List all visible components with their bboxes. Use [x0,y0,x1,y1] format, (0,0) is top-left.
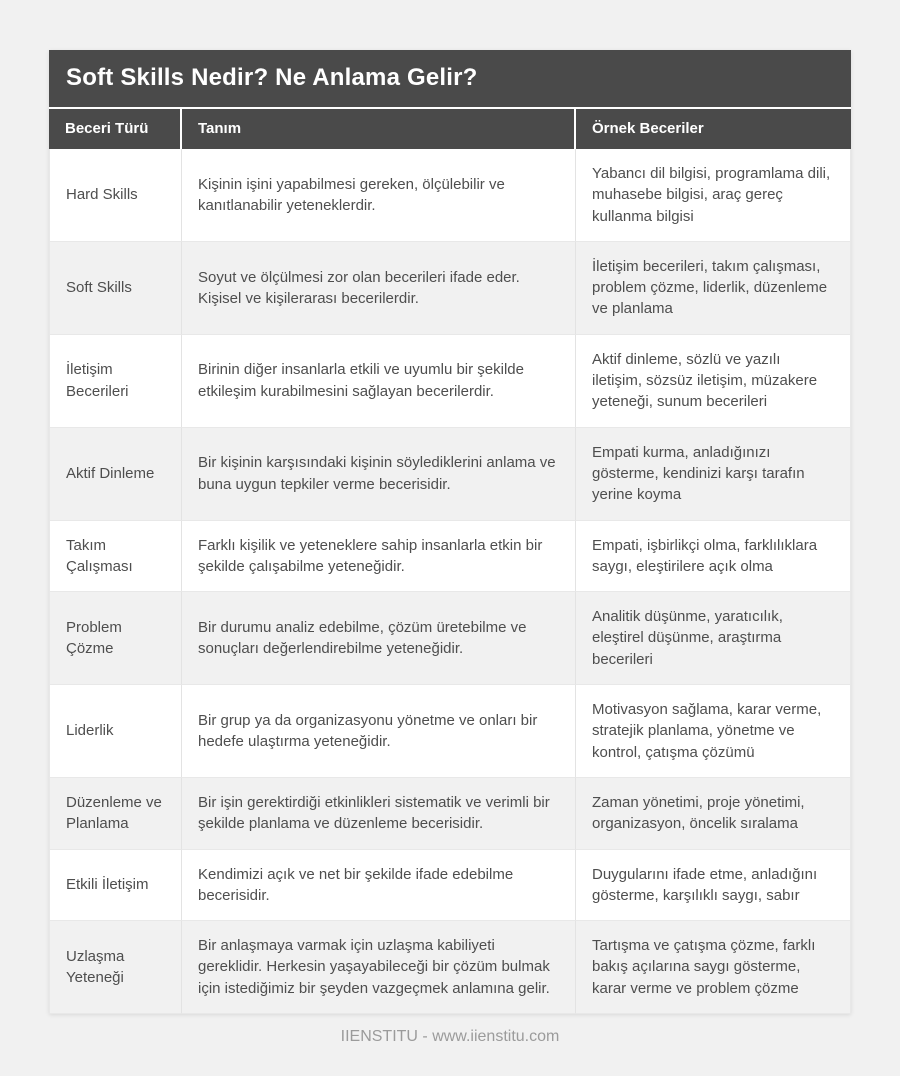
table-row [49,592,851,685]
table-header-row [49,109,851,149]
skill-type-cell: Düzenleme ve Planlama [49,778,182,850]
definition-cell: Bir işin gerektirdiği etkinlikleri sistematik ve verimli bir şekilde planlama ve düzenleme becerisidir. [182,778,576,850]
table-row [49,850,851,922]
examples-cell: Zaman yönetimi, proje yönetimi, organizasyon, öncelik sıralama [576,778,851,850]
definition-cell: Bir durumu analiz edebilme, çözüm üretebilme ve sonuçları değerlendirebilme yeteneğidir. [182,592,576,685]
table-row [49,921,851,1014]
table-row [49,242,851,335]
table-row [49,778,851,850]
skill-type-cell: Etkili İletişim [49,850,182,922]
examples-cell: Empati kurma, anladığınızı gösterme, kendinizi karşı tarafın yerine koyma [576,428,851,521]
definition-cell: Bir anlaşmaya varmak için uzlaşma kabiliyeti gereklidir. Herkesin yaşayabileceği bir çözüm bulmak için istediğimiz bir şeyden vazgeçmek anlamına gelir. [182,921,576,1014]
definition-cell: Bir grup ya da organizasyonu yönetme ve onları bir hedefe ulaştırma yeteneğidir. [182,685,576,778]
skill-type-cell: Uzlaşma Yeteneği [49,921,182,1014]
skill-type-cell: Aktif Dinleme [49,428,182,521]
definition-cell: Kendimizi açık ve net bir şekilde ifade edebilme becerisidir. [182,850,576,922]
skill-type-cell: Hard Skills [49,149,182,242]
skill-type-cell: Problem Çözme [49,592,182,685]
skill-type-cell: Soft Skills [49,242,182,335]
column-header-skill-type: Beceri Türü [49,109,182,149]
examples-cell: Empati, işbirlikçi olma, farklılıklara saygı, eleştirilere açık olma [576,521,851,593]
skill-type-cell: İletişim Becerileri [49,335,182,428]
examples-cell: Aktif dinleme, sözlü ve yazılı iletişim, sözsüz iletişim, müzakere yeteneği, sunum becerileri [576,335,851,428]
definition-cell: Birinin diğer insanlarla etkili ve uyumlu bir şekilde etkileşim kurabilmesini sağlayan becerilerdir. [182,335,576,428]
table-row [49,685,851,778]
column-header-examples: Örnek Beceriler [576,109,851,149]
definition-cell: Bir kişinin karşısındaki kişinin söylediklerini anlama ve buna uygun tepkiler verme becerisidir. [182,428,576,521]
skill-type-cell: Liderlik [49,685,182,778]
table-row [49,428,851,521]
table-row [49,521,851,593]
definition-cell: Soyut ve ölçülmesi zor olan becerileri ifade eder. Kişisel ve kişilerarası becerilerdir. [182,242,576,335]
page-title: Soft Skills Nedir? Ne Anlama Gelir? [49,50,851,109]
examples-cell: Duygularını ifade etme, anladığını gösterme, karşılıklı saygı, sabır [576,850,851,922]
soft-skills-table-card [49,50,851,1014]
footer-credit: IIENSTITU - www.iienstitu.com [340,1028,560,1046]
examples-cell: Motivasyon sağlama, karar verme, stratejik planlama, yönetme ve kontrol, çatışma çözümü [576,685,851,778]
examples-cell: Tartışma ve çatışma çözme, farklı bakış açılarına saygı gösterme, karar verme ve problem çözme [576,921,851,1014]
table-row [49,335,851,428]
skills-table [49,109,851,1014]
examples-cell: Analitik düşünme, yaratıcılık, eleştirel düşünme, araştırma becerileri [576,592,851,685]
examples-cell: Yabancı dil bilgisi, programlama dili, muhasebe bilgisi, araç gereç kullanma bilgisi [576,149,851,242]
column-header-definition: Tanım [182,109,576,149]
examples-cell: İletişim becerileri, takım çalışması, problem çözme, liderlik, düzenleme ve planlama [576,242,851,335]
definition-cell: Farklı kişilik ve yeteneklere sahip insanlarla etkin bir şekilde çalışabilme yeteneğidir. [182,521,576,593]
table-row [49,149,851,242]
definition-cell: Kişinin işini yapabilmesi gereken, ölçülebilir ve kanıtlanabilir yeteneklerdir. [182,149,576,242]
skill-type-cell: Takım Çalışması [49,521,182,593]
